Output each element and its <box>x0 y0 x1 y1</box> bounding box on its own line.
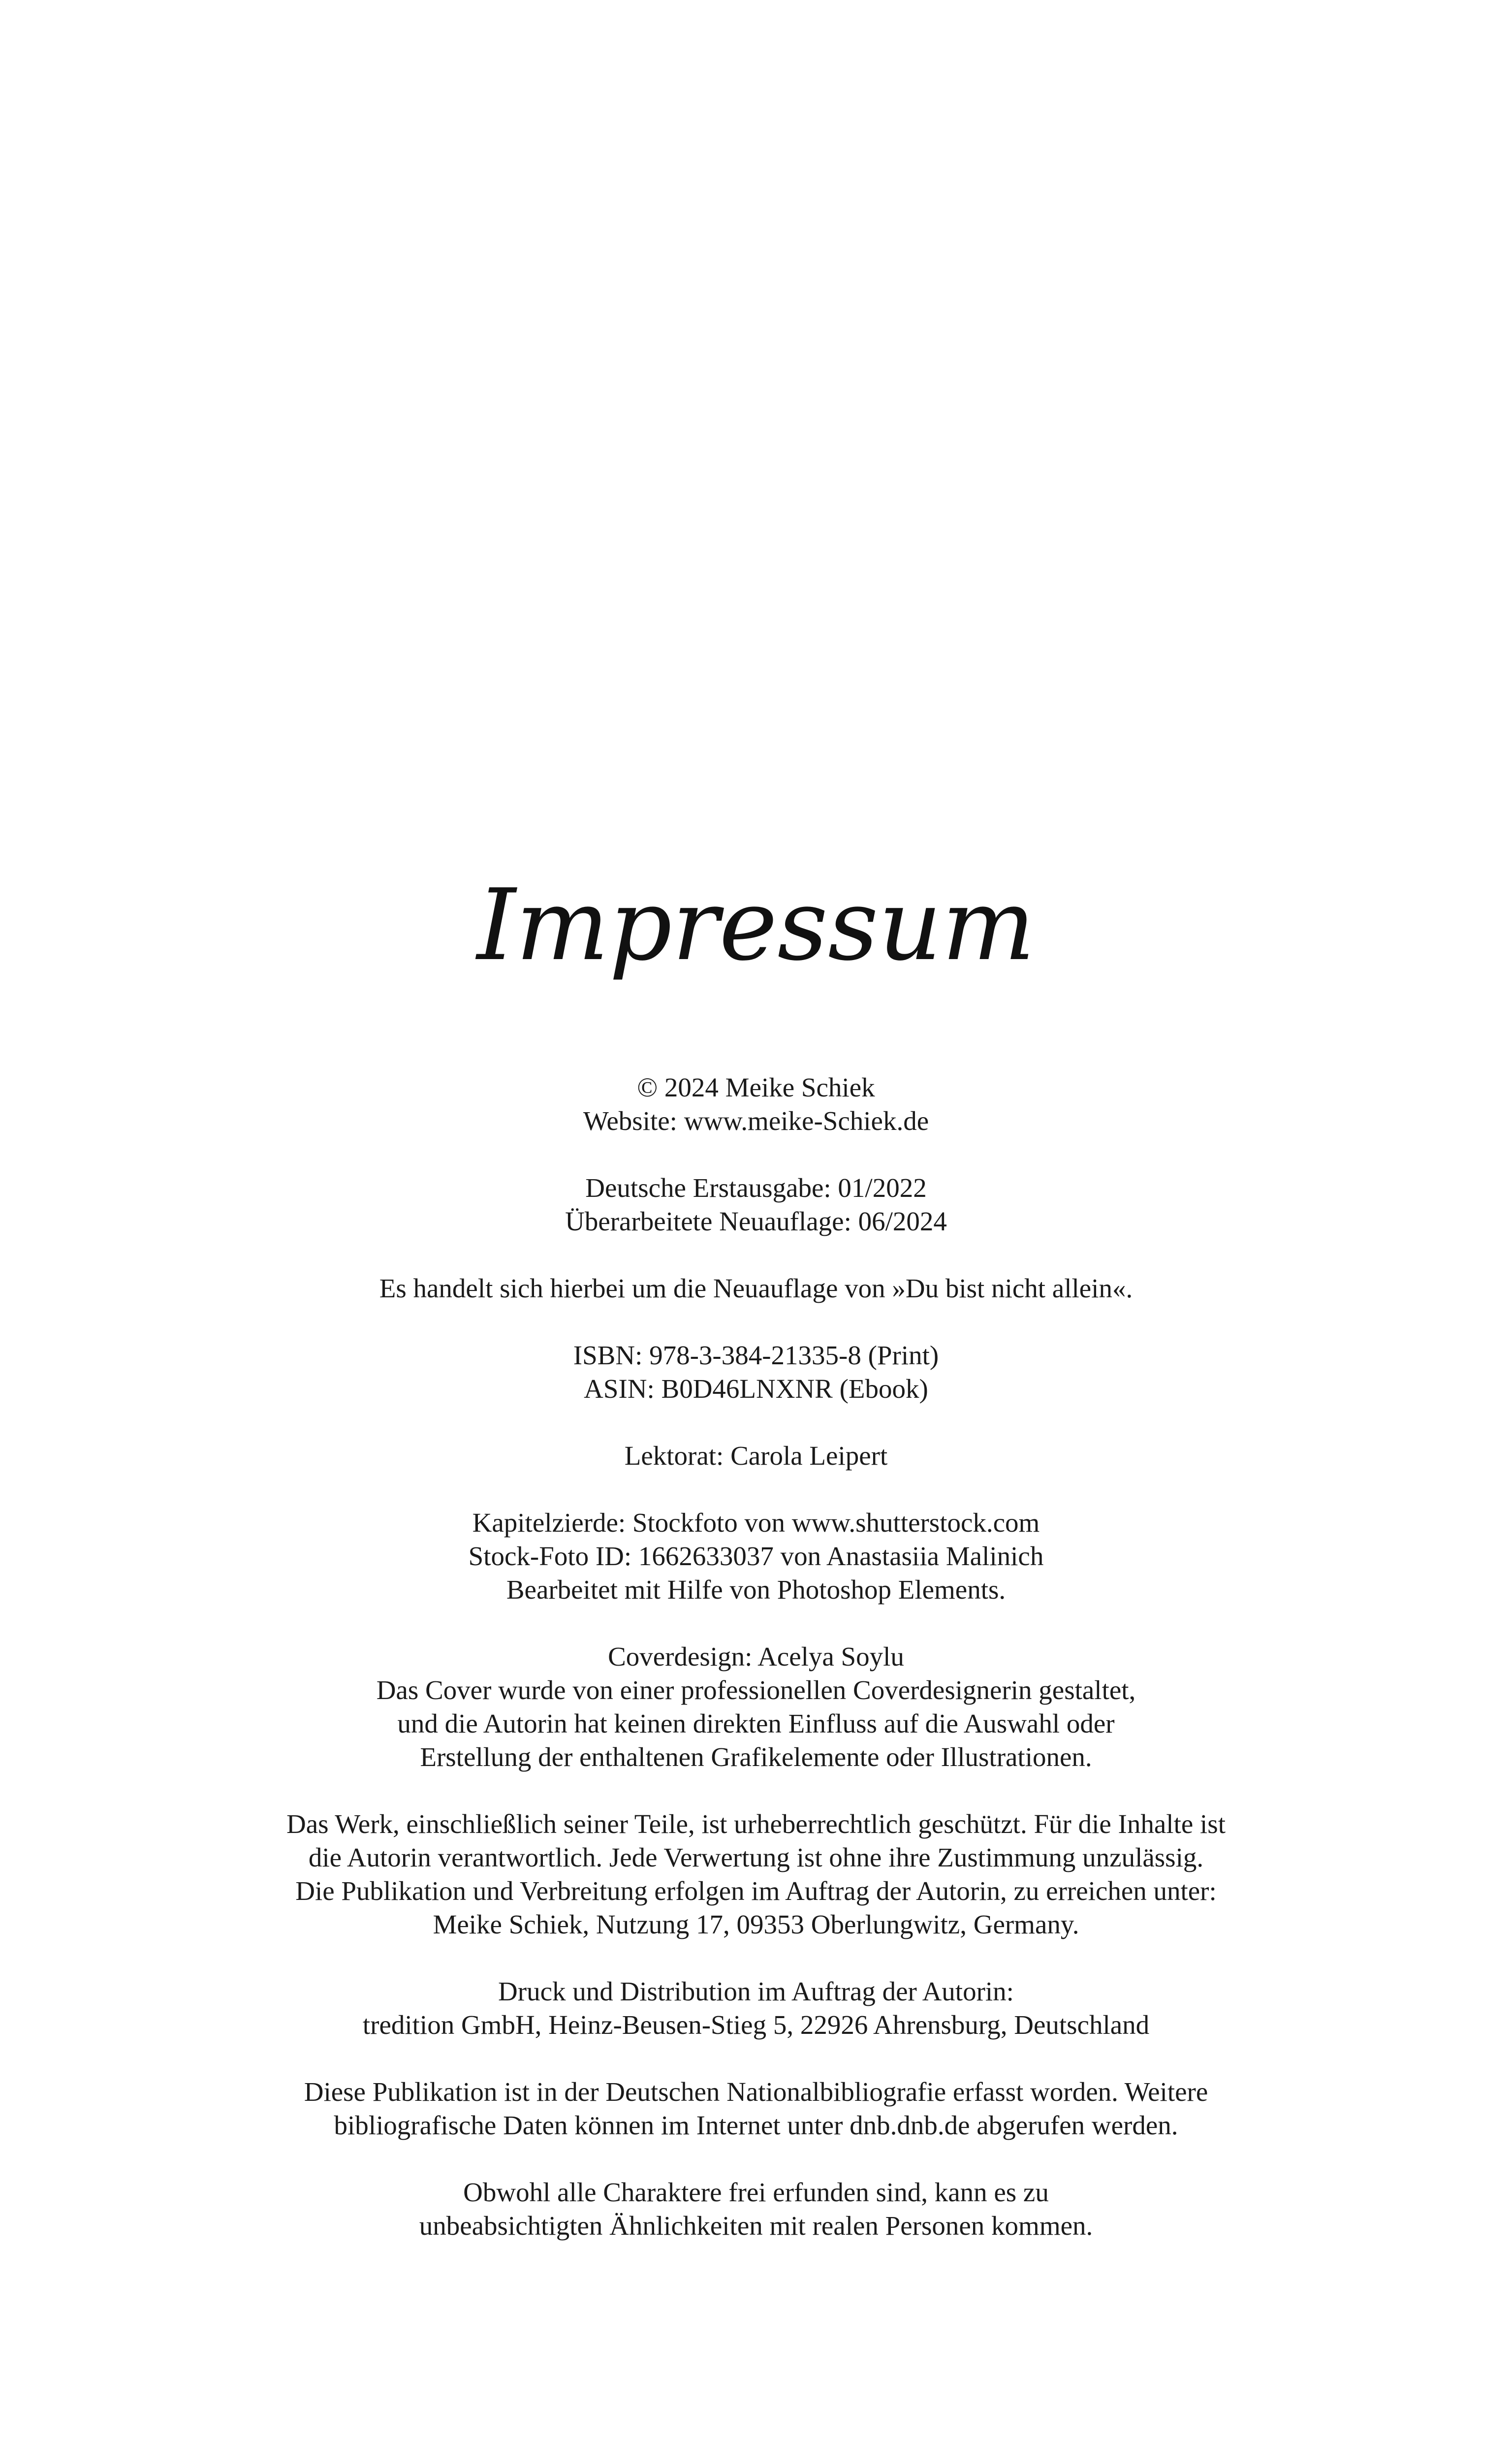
identifier-block <box>148 1339 1364 1406</box>
impressum-content <box>148 1071 1364 2276</box>
copyright-notice-line-3: Die Publikation und Verbreitung erfolgen im Auftrag der Autorin, zu erreichen unter: <box>295 1876 1217 1906</box>
distributor-address-line: tredition GmbH, Heinz-Beusen-Stieg 5, 22926 Ahrensburg, Deutschland <box>362 2010 1150 2040</box>
cover-note-line-2: und die Autorin hat keinen direkten Einfluss auf die Auswahl oder <box>397 1708 1115 1738</box>
distribution-block <box>148 1975 1364 2042</box>
disclaimer-line-1: Obwohl alle Charaktere frei erfunden sind, kann es zu <box>463 2177 1049 2207</box>
copyright-notice-line-2: die Autorin verantwortlich. Jede Verwertung ist ohne ihre Zustimmung unzulässig. <box>308 1842 1204 1872</box>
reissue-note-line: Es handelt sich hierbei um die Neuauflage von »Du bist nicht allein«. <box>379 1273 1133 1303</box>
cover-note-line-3: Erstellung der enthaltenen Grafikelemente oder Illustrationen. <box>420 1742 1092 1772</box>
author-address-line: Meike Schiek, Nutzung 17, 09353 Oberlungwitz, Germany. <box>433 1909 1079 1939</box>
copyright-notice-line-1: Das Werk, einschließlich seiner Teile, ist urheberrechtlich geschützt. Für die Inhalte ist <box>286 1809 1226 1839</box>
disclaimer-block <box>148 2176 1364 2243</box>
asin-line: ASIN: B0D46LNXNR (Ebook) <box>584 1374 928 1404</box>
revised-edition-line: Überarbeitete Neuauflage: 06/2024 <box>565 1206 947 1236</box>
editing-block <box>148 1439 1364 1473</box>
bibliography-line-2: bibliografische Daten können im Internet unter dnb.dnb.de abgerufen werden. <box>334 2110 1178 2140</box>
editor-line: Lektorat: Carola Leipert <box>624 1441 888 1471</box>
isbn-line: ISBN: 978-3-384-21335-8 (Print) <box>573 1340 939 1370</box>
disclaimer-line-2: unbeabsichtigten Ähnlichkeiten mit realen Personen kommen. <box>419 2211 1093 2241</box>
bibliography-block <box>148 2075 1364 2142</box>
cover-designer-line: Coverdesign: Acelya Soylu <box>608 1641 904 1672</box>
stock-photo-id-line: Stock-Foto ID: 1662633037 von Anastasiia Malinich <box>468 1541 1044 1571</box>
reissue-note-block <box>148 1272 1364 1305</box>
first-edition-line: Deutsche Erstausgabe: 01/2022 <box>585 1173 927 1203</box>
chapter-ornament-block <box>148 1506 1364 1607</box>
distribution-line: Druck und Distribution im Auftrag der Autorin: <box>498 1976 1014 2006</box>
page-title: Impressum <box>476 868 1036 983</box>
website-line: Website: www.meike-Schiek.de <box>583 1106 929 1136</box>
copyright-notice-block <box>148 1807 1364 1941</box>
cover-note-line-1: Das Cover wurde von einer professionellen Coverdesignerin gestaltet, <box>376 1675 1136 1705</box>
copyright-block <box>148 1071 1364 1138</box>
cover-design-block <box>148 1640 1364 1774</box>
ornament-source-line: Kapitelzierde: Stockfoto von www.shutterstock.com <box>472 1508 1040 1538</box>
edition-block <box>148 1171 1364 1238</box>
bibliography-line-1: Diese Publikation ist in der Deutschen Nationalbibliografie erfasst worden. Weitere <box>304 2077 1208 2107</box>
copyright-line: © 2024 Meike Schiek <box>637 1072 875 1102</box>
edited-with-line: Bearbeitet mit Hilfe von Photoshop Elements. <box>506 1575 1006 1605</box>
